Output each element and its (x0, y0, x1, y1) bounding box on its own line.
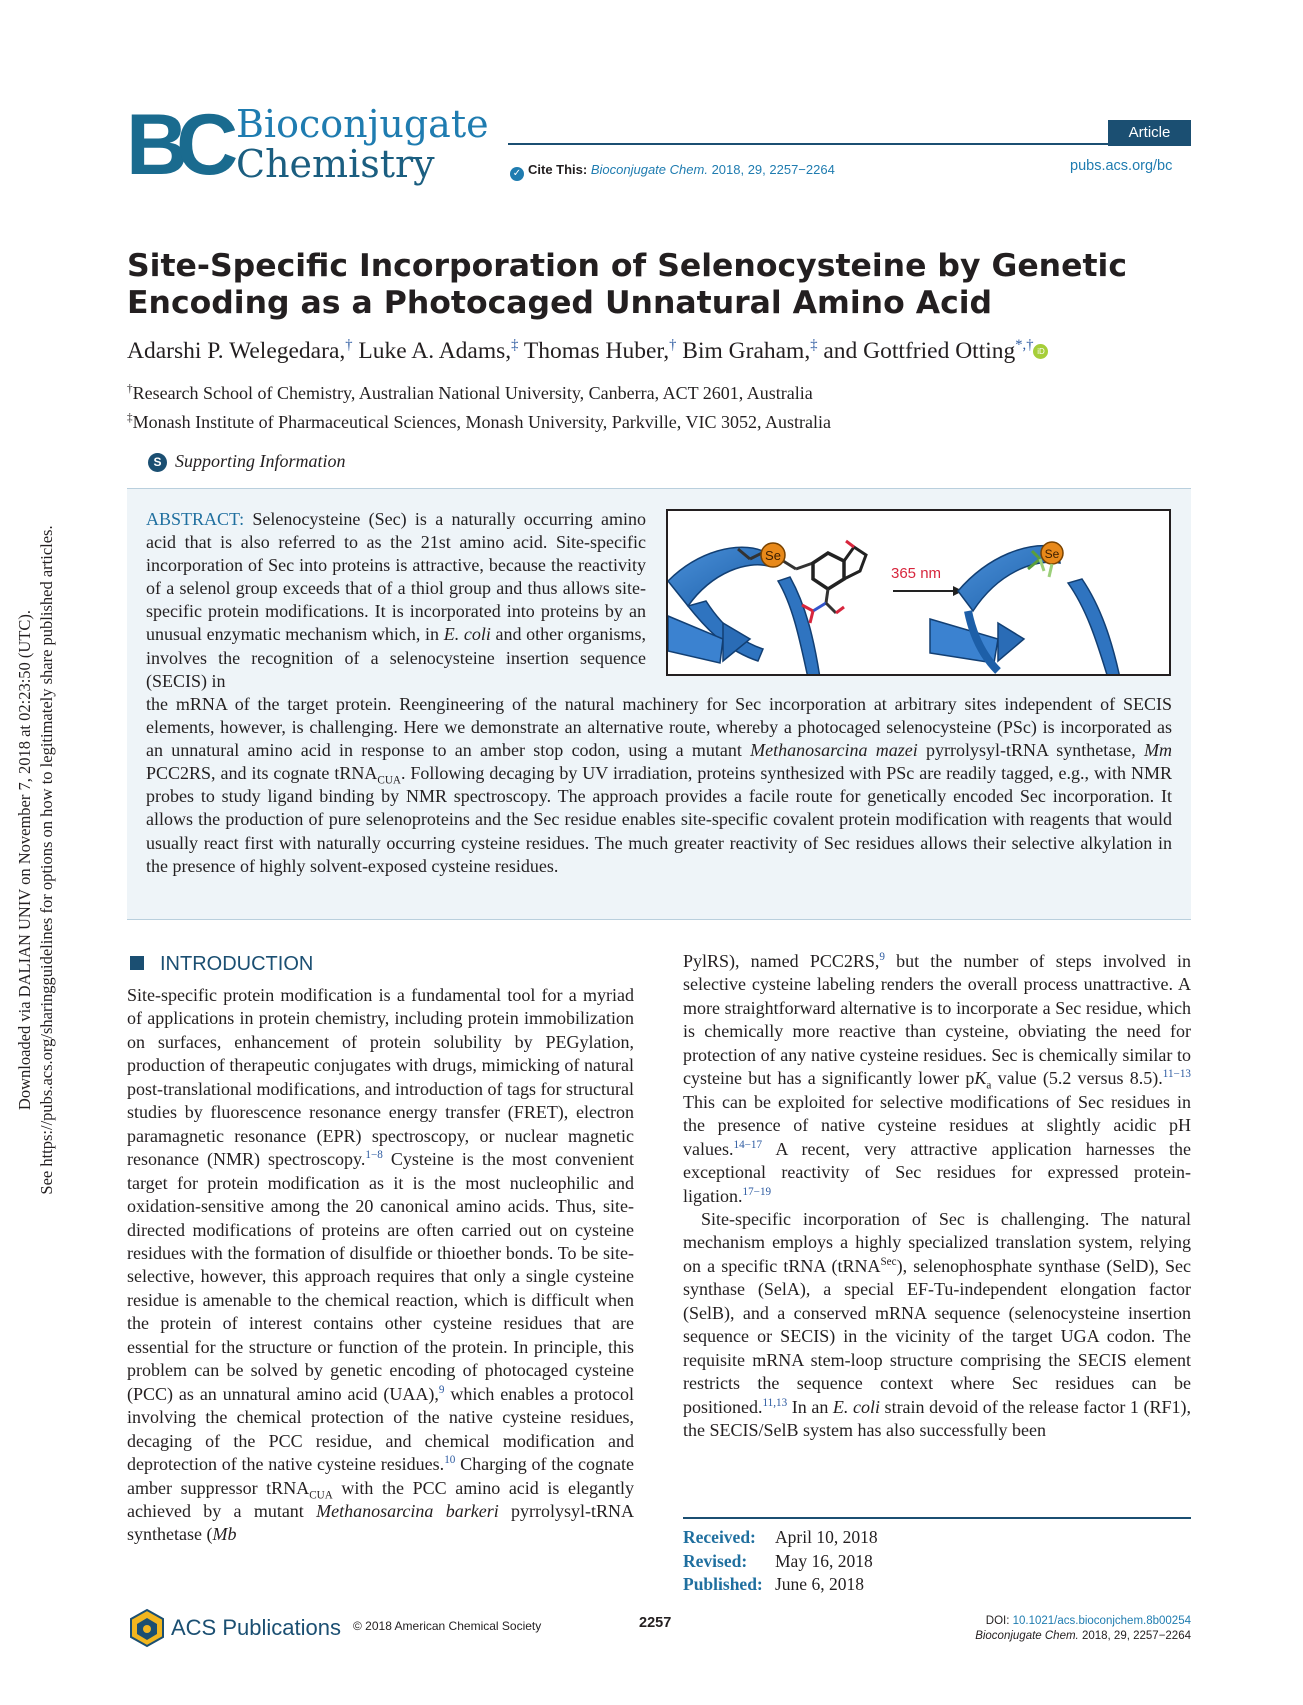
uv-arrow (891, 565, 963, 596)
abstract-text-full-width: the mRNA of the target protein. Reengineering of the natural machinery for Sec incorporation at arbitrary sites independent of SECIS elements, however, is challenging. Here we demonstrate an alternative route, whereby a photocaged selenocysteine (PSc) is incorporated as an unnatural amino acid in response to an amber stop codon, using a mutant Methanosarcina mazei pyrrolysyl-tRNA synthetase, Mm PCC2RS, and its cognate tRNA$_{CUA}$. Following decaging by UV irradiation, proteins synthesized with PSc are readily tagged, e.g., with NMR probes to study ligand binding by NMR spectroscopy. The approach provides a facile route for genetically encoded Sec incorporation. It allows the production of pure selenoproteins and the Sec residue enables site-specific covalent protein modification with reagents that would usually react first with naturally occurring cysteine residues. The much greater reactivity of Sec residues allows their selective alkylation in the presence of highly solvent-exposed cysteine residues. (146, 694, 1173, 876)
header-rule (508, 143, 1191, 145)
journal-logo[interactable] (126, 97, 506, 193)
watermark-line-2: See https://pubs.acs.org/sharingguidelines for options on how to legitimately share published articles. (37, 525, 56, 1195)
journal-name-line-1: Bioconjugate (236, 102, 489, 146)
abstract-label: ABSTRACT: (146, 509, 245, 529)
orcid-icon[interactable]: iD (1033, 344, 1048, 359)
cite-journal: Bioconjugate Chem. (590, 162, 708, 177)
abstract-text-left: ABSTRACT: Selenocysteine (Sec) is a naturally occurring amino acid that is also referred to as the 21st amino acid. Site-specific incorporation of Sec into proteins is attractive, because the reactivity of a selenol group exceeds that of a thiol group and thus allows site-specific protein modifications. It is incorporated into proteins by an unusual enzymatic mechanism which, in E. coli and other organisms, involves the recognition of a selenocysteine insertion sequence (SECIS) in (146, 509, 646, 691)
toc-graphic[interactable] (666, 509, 1171, 676)
affiliation-2 (127, 410, 1177, 434)
author-affiliation-mark: *,† (1015, 337, 1034, 354)
supporting-info-icon: S (148, 453, 167, 472)
affiliation-text: Research School of Chemistry, Australian National University, Canberra, ACT 2601, Australia (132, 383, 813, 403)
copyright-notice: © 2018 American Chemical Society (353, 1619, 542, 1633)
toc-illustration (668, 511, 1171, 676)
intro-paragraph-2: Site-specific incorporation of Sec is challenging. The natural mechanism employs a highly specialized translation system, relying on a specific tRNA (tRNA$^{Sec}$), selenophosphate synthase (SelD), Sec synthase (SelA), a special EF-Tu-independent elongation factor (SelB), and a conserved mRNA sequence (selenocysteine insertion sequence or SECIS) in the vicinity of the target UGA codon. The requisite mRNA stem-loop structure comprising the SECIS element restricts the sequence context where Sec residues can be positioned.$^{11,13}$ In an E. coli strain devoid of the release factor 1 (RF1), the SECIS/SelB system has also successfully been (683, 1208, 1191, 1441)
cite-this-line[interactable] (510, 161, 835, 181)
revised-date: Revised: May 16, 2018 (683, 1550, 873, 1571)
author-name[interactable]: Bim Graham, (682, 338, 811, 364)
download-watermark (0, 500, 70, 1220)
page-number: 2257 (639, 1615, 672, 1631)
article-title: Site-Specific Incorporation of Selenocysteine by Genetic Encoding as a Photocaged Unnatural Amino Acid (127, 248, 1128, 321)
author-affiliation-mark: † (345, 337, 353, 354)
author-affiliation-mark: ‡ (511, 337, 519, 354)
footer-citation-ref: 2018, 29, 2257−2264 (1081, 1630, 1191, 1642)
section-heading-text: INTRODUCTION (160, 953, 314, 975)
intro-paragraph-1-continued: PylRS), named PCC2RS,$^9$ but the number of steps involved in selective cysteine labeling renders the overall process unattractive. A more straightforward alternative is to incorporate a Sec residue, which is chemically more reactive than cysteine, obviating the need for protection of any native cysteine residues. Sec is chemically similar to cysteine but has a significantly lower $pK_a$ value (5.2 versus 8.5).$^{11-13}$ This can be exploited for selective modifications of Sec residues in the presence of native cysteine residues at slightly acidic pH values.$^{14-17}$ A recent, very attractive application harnesses the exceptional reactivity of Sec residues for expressed protein-ligation.$^{17-19}$ (683, 951, 1191, 1206)
author-affiliation-mark: † (669, 337, 677, 354)
section-bullet-icon (130, 956, 144, 970)
received-date: Received: April 10, 2018 (683, 1527, 878, 1547)
section-heading (130, 951, 313, 977)
acs-publications-logo[interactable] (127, 1608, 341, 1652)
body-column-left (127, 984, 634, 1547)
decaged-protein-ribbon (930, 546, 1120, 676)
author-name[interactable]: Adarshi P. Welegedara, (127, 338, 346, 364)
selenium-atom-left (761, 543, 785, 567)
cite-reference: 2018, 29, 2257−2264 (711, 162, 835, 177)
check-icon: ✓ (510, 167, 524, 181)
supporting-information-link[interactable] (148, 449, 346, 473)
author-name[interactable]: and Gottfried Otting (823, 338, 1016, 364)
logo-mark: BC (126, 97, 227, 193)
doi-line (975, 1614, 1191, 1629)
journal-url-link[interactable]: pubs.acs.org/bc (1070, 158, 1173, 174)
caged-protein-ribbon (668, 547, 820, 676)
se-label: Se (1044, 547, 1060, 561)
body-column-right (683, 950, 1191, 1443)
se-label: Se (765, 548, 781, 563)
doi-block (975, 1614, 1191, 1644)
article-type-badge: Article (1108, 120, 1191, 146)
cite-label: Cite This: (528, 162, 588, 177)
author-list (127, 336, 1207, 366)
affiliation-1 (127, 381, 1177, 405)
author-affiliation-mark: ‡ (810, 337, 818, 354)
affiliation-text: Monash Institute of Pharmaceutical Sciences, Monash University, Parkville, VIC 3052, Australia (132, 412, 831, 432)
doi-link[interactable]: 10.1021/acs.bioconjchem.8b00254 (1012, 1615, 1191, 1627)
acs-publications-wordmark: ACS Publications (171, 1615, 341, 1640)
intro-paragraph-1: Site-specific protein modification is a fundamental tool for a myriad of applications in protein chemistry, including protein immobilization on surfaces, enhancement of protein solubility by PEGylation, production of therapeutic conjugates with drugs, mimicking of natural post-translational modifications, and introduction of tags for structural studies by fluorescence resonance energy transfer (FRET), electron paramagnetic resonance (EPR) spectroscopy, or nuclear magnetic resonance (NMR) spectroscopy.$^{1-8}$ Cysteine is the most convenient target for protein modification as it is the most nucleophilic and oxidation-sensitive among the 20 canonical amino acids. Thus, site-directed modifications of proteins are often carried out on cysteine residues with the formation of disulfide or thioether bonds. To be site-selective, however, this approach requires that only a single cysteine residue is amenable to the chemical reaction, which is difficult when the protein of interest contains other cysteine residues that are essential for the structure or function of the protein. In principle, this problem can be solved by genetic encoding of photocaged cysteine (PCC) as an unnatural amino acid (UAA),$^9$ which enables a protocol involving the chemical protection of the native cysteine residues, decaging of the PCC residue, and chemical modification and deprotection of the native cysteine residues.$^{10}$ Charging of the cognate amber suppressor tRNA$_{CUA}$ with the PCC amino acid is elegantly achieved by a mutant Methanosarcina barkeri pyrrolysyl-tRNA synthetase (Mb (127, 985, 635, 1545)
affiliation-mark: ‡ (127, 412, 133, 424)
author-name[interactable]: Thomas Huber, (523, 338, 670, 364)
affiliation-mark: † (127, 383, 133, 395)
publication-dates (683, 1526, 878, 1597)
footer-journal: Bioconjugate Chem. (975, 1630, 1079, 1642)
citation-line (975, 1629, 1191, 1644)
wavelength-label: 365 nm (891, 565, 942, 582)
author-name[interactable]: Luke A. Adams, (358, 338, 512, 364)
dates-rule (683, 1517, 1191, 1519)
journal-name-line-2: Chemistry (236, 142, 435, 186)
published-date: Published: June 6, 2018 (683, 1574, 864, 1594)
acs-hexagon-icon (127, 1608, 167, 1648)
watermark-line-1: Downloaded via DALIAN UNIV on November 7, 2018 at 02:23:50 (UTC). (15, 609, 34, 1111)
supporting-info-label: Supporting Information (175, 451, 346, 471)
doi-label: DOI: (985, 1615, 1010, 1627)
